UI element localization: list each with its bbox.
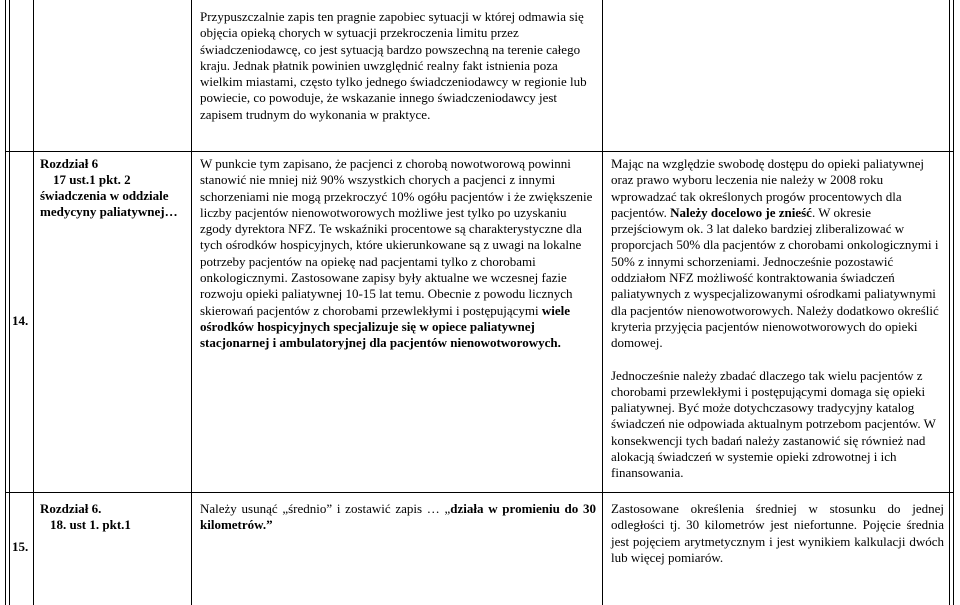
row15-section-cell — [40, 501, 186, 533]
row15-proposal-text: Należy usunąć „średnio” i zostawić zapis … „ — [200, 501, 451, 516]
table-border-right-outer — [953, 0, 954, 605]
row14-section-detail: świadczenia w oddziale medycyny paliatywnej… — [40, 188, 178, 219]
row14-justification-text-b: Jednocześnie należy zbadać dlaczego tak wielu pacjentów z chorobami przewlekłymi i postępującymi domaga się opieki paliatywnej. Być może dotychczasowy tradycyjny katalog świadczeń nie odpowiada aktualnym potrzebom pacjentów. W konsekwencji tych badań należy zastanowić się również nad alokacją świadczeń w systemie opieki zdrowotnej i ich finansowania. — [611, 367, 936, 481]
row15-number: 15. — [12, 539, 29, 554]
row13-proposal-cell — [200, 9, 596, 123]
row14-justification-bold: Należy docelowo je znieść — [670, 204, 812, 220]
row15-section-title: Rozdział 6. — [40, 501, 102, 516]
column-divider-3 — [602, 0, 603, 605]
row14-section-cell — [40, 156, 186, 220]
row14-number: 14. — [12, 313, 29, 328]
row14-section-article: 17 ust.1 pkt. 2 — [53, 172, 131, 187]
row14-proposal-text: W punkcie tym zapisano, że pacjenci z chorobą nowotworową powinni stanowić nie mniej niż 90% wszystkich chorych a pacjenci z innymi schorzeniami nie mogą przekroczyć 10% ogółu pacjentów i że zwiększenie liczby pacjentów nienowotworowych możliwe jest tylko po uzyskaniu zgody dyrektora NFZ. Te wskaźniki procentowe są charakterystyczne dla tych ośrodków hospicyjnych, które ukierunkowane są z uwagi na lokalne potrzeby pacjentów na opiekę nad pacjentami tylko z chorobami onkologicznymi. Zastosowane zapisy były aktualne we wczesnej fazie rozwoju opieki paliatywnej 10-15 lat temu. Obecnie z powodu licznych skierowań pacjentów z chorobami przewlekłymi i postępującymi — [200, 156, 593, 318]
row15-proposal-cell — [200, 501, 596, 534]
row14-justification-text-a2: . W okresie przejściowym ok. 3 lat daleko bardziej zliberalizować w proporcjach 50% dla pacjentów z chorobami onkologicznymi i 50% z innymi schorzeniami. Jednocześnie pozostawić oddziałom NFZ możliwość kontraktowania świadczeń paliatywnych z wyspecjalizowanymi ośrodkami paliatywnymi dla pacjentów nienowotworowych. Należy dodatkowo określić kryteria przyjęcia pacjentów nienowotworowych do opieki domowej. — [611, 204, 939, 351]
row15-justification-cell — [611, 501, 944, 566]
column-divider-2 — [191, 0, 192, 605]
column-divider-1 — [33, 0, 34, 605]
row14-justification-text-a1: Mając na względzie swobodę dostępu do opieki paliatywnej oraz prawo wyboru leczenia nie należy w 2008 roku wprowadzać tak określonych progów procentowych dla pacjentów. — [611, 156, 924, 220]
row14-section-title: Rozdział 6 — [40, 156, 99, 171]
row14-justification-cell — [611, 156, 944, 482]
row15-section-article: 18. ust 1. pkt.1 — [50, 517, 131, 532]
row15-proposal-bold: działa w promieniu do 30 kilometrów. — [200, 501, 596, 533]
table-border-left-inner — [9, 0, 10, 605]
table-border-left — [5, 0, 6, 605]
row15-justification-text: Zastosowane określenia średniej w stosunku do jednej odległości tj. 30 kilometrów jest niefortunne. Pojęcie średnia jest pojęciem arytmetycznym i jest wynikiem kalkulacji dwóch lub więcej pomiarów. — [611, 501, 944, 565]
row-divider-14-15 — [5, 492, 954, 493]
row14-proposal-bold-text: wiele ośrodków hospicyjnych specjalizuje się w opiece paliatywnej stacjonarnej i ambulatoryjnej dla pacjentów nienowotworowych. — [200, 302, 571, 351]
row13-proposal-text-b: Jednak płatnik powinien uwzględnić realny fakt istnienia poza wielkim miastami, często tylko jednego świadczeniodawcy w regionie lub powiecie, co powoduje, że wskazanie innego świadczeniodawcy jest zapisem trudnym do wykonania w praktyce. — [200, 57, 587, 122]
row13-proposal-text-a: Przypuszczalnie zapis ten pragnie zapobiec sytuacji w której odmawia się objęcia opieką chorych w sytuacji przekroczenia limitu przez świadczeniodawcę, co jest sytuacją bardzo powszechną na terenie całego kraju. — [200, 9, 584, 73]
row14-proposal-cell — [200, 156, 598, 352]
row-divider-13-14 — [5, 151, 954, 152]
row15-proposal-end: ” — [266, 517, 273, 533]
table-border-right — [949, 0, 950, 605]
